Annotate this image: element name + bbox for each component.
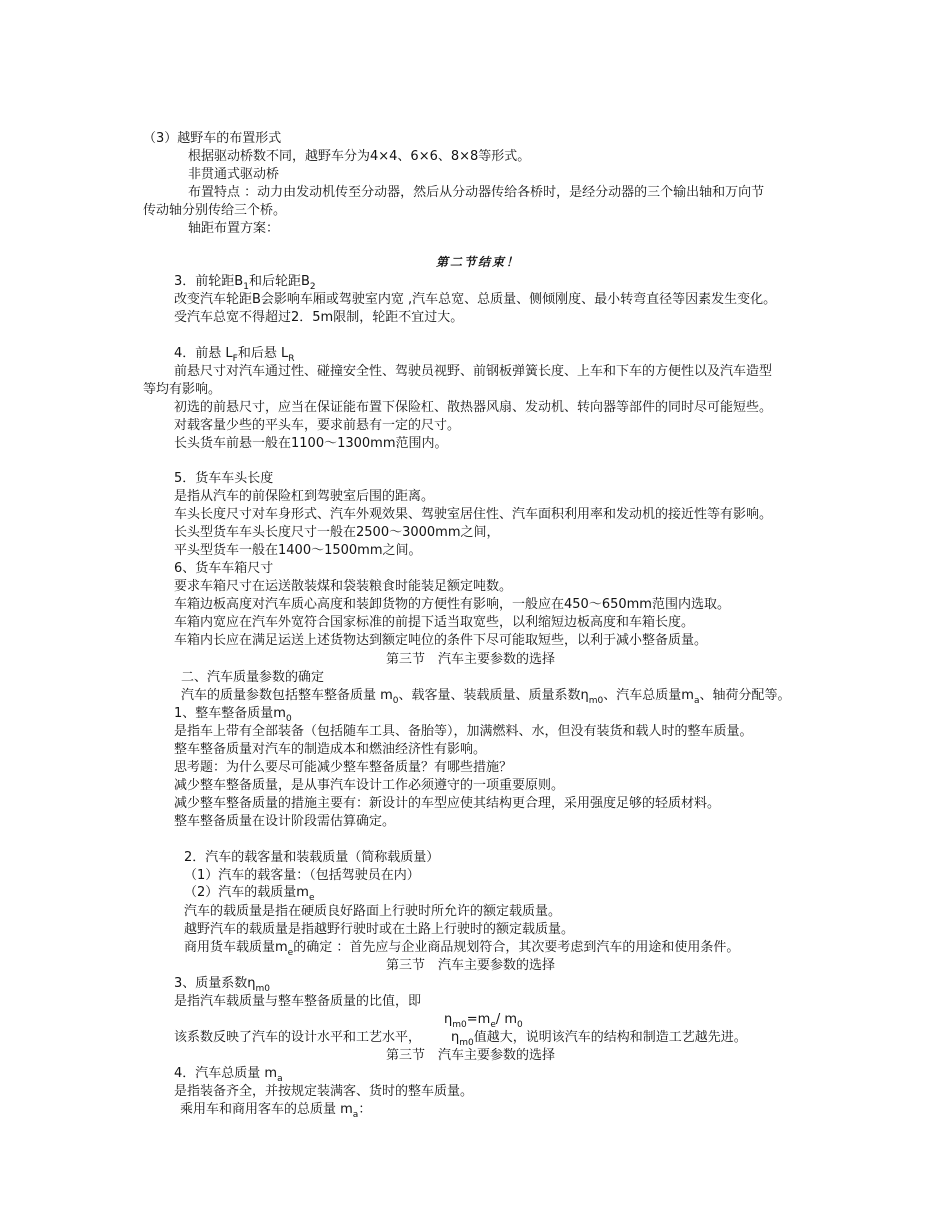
paragraph: 传动轴分别传给三个桥。: [143, 203, 287, 218]
paragraph: 要求车箱尺寸在运送散装煤和袋装粮食时能装足额定吨数。: [174, 579, 513, 594]
paragraph: 对载客量少些的平头车，要求前悬有一定的尺寸。: [174, 418, 461, 433]
section-title: 第三节 汽车主要参数的选择: [386, 1048, 556, 1063]
paragraph: 初选的前悬尺寸，应当在保证能布置下保险杠、散热器风扇、发动机、转向器等部件的同时尽可能短些。: [174, 400, 773, 415]
heading-mass-params: 二、汽车质量参数的确定: [181, 670, 325, 685]
heading-overhang: 4．前悬 $L_F$和后悬 $L_R$: [174, 346, 295, 364]
paragraph: 改变汽车轮距B会影响车厢或驾驶室内宽 ,汽车总宽、总质量、侧倾刚度、最小转弯直径等因素发生变化。: [174, 292, 777, 307]
paragraph: （1）汽车的载客量：（包括驾驶员在内）: [184, 868, 420, 883]
paragraph: 整车整备质量对汽车的制造成本和燃油经济性有影响。: [174, 742, 487, 757]
paragraph: 长头型货车车头长度尺寸一般在2500～3000mm之间，: [174, 525, 500, 540]
paragraph: 整车整备质量在设计阶段需估算确定。: [174, 814, 396, 829]
paragraph: 是指装备齐全，并按规定装满客、货时的整车质量。: [174, 1084, 474, 1099]
paragraph: 平头型货车一般在1400～1500mm之间。: [174, 543, 422, 558]
paragraph: 等均有影响。: [143, 382, 222, 397]
paragraph: 是指车上带有全部装备（包括随车工具、备胎等），加满燃料、水，但没有装货和载人时的整车质量。: [174, 724, 753, 739]
section-title: 第三节 汽车主要参数的选择: [386, 958, 556, 973]
paragraph: 车头长度尺寸对车身形式、汽车外观效果、驾驶室居住性、汽车面积利用率和发动机的接近性等有影响。: [174, 507, 773, 522]
paragraph: 减少整车整备质量，是从事汽车设计工作必须遵守的一项重要原则。: [174, 778, 565, 793]
paragraph: 车箱内宽应在汽车外宽符合国家标准的前提下适当取宽些，以利缩短边板高度和车箱长度。: [174, 615, 695, 630]
paragraph: 布置特点 ：动力由发动机传至分动器，然后从分动器传给各桥时，是经分动器的三个输出轴和万向节: [188, 185, 765, 200]
heading-track-width: 3．前轮距$B_1$和后轮距$B_2$: [174, 274, 316, 292]
paragraph: 车箱边板高度对汽车质心高度和装卸货物的方便性有影响，一般应在450～650mm范围内选取。: [174, 597, 730, 612]
heading-curb-mass: 1、整车整备质量$m_0$: [174, 706, 292, 724]
formula: $\eta_{m0}=m_e/$ $m_0$: [444, 1012, 523, 1030]
heading-mass-coefficient: 3、质量系数$\eta_{m0}$: [174, 976, 271, 994]
paragraph: 车箱内长应在满足运送上述货物达到额定吨位的条件下尽可能取短些，以利于减小整备质量。: [174, 633, 708, 648]
paragraph: 思考题：为什么要尽可能减少整车整备质量？有哪些措施？: [174, 760, 513, 775]
paragraph: 是指汽车载质量与整车整备质量的比值，即: [174, 994, 422, 1009]
paragraph: 商用货车载质量$m_e$的确定 ：首先应与企业商品规划符合，其次要考虑到汽车的用途和使用条件。: [184, 940, 740, 958]
paragraph: 受汽车总宽不得超过2．5m限制，轮距不宜过大。: [174, 310, 464, 325]
paragraph: 汽车的载质量是指在硬质良好路面上行驶时所允许的额定载质量。: [184, 904, 562, 919]
paragraph: 根据驱动桥数不同，越野车分为4×4、6×6、8×8等形式。: [188, 149, 531, 164]
heading-offroad-layout: （3）越野车的布置形式: [143, 131, 282, 146]
paragraph: 该系数反映了汽车的设计水平和工艺水平， $\eta_{m0}$值越大，说明该汽车的结构和制造工艺越先进。: [174, 1030, 747, 1048]
paragraph: 越野汽车的载质量是指越野行驶时或在土路上行驶时的额定载质量。: [184, 922, 575, 937]
paragraph: 长头货车前悬一般在1100～1300mm范围内。: [174, 436, 448, 451]
paragraph: 减少整车整备质量的措施主要有：新设计的车型应使其结构更合理，采用强度足够的轻质材料。: [174, 796, 721, 811]
section-title: 第三节 汽车主要参数的选择: [386, 652, 556, 667]
paragraph: 是指从汽车的前保险杠到驾驶室后围的距离。: [174, 489, 435, 504]
heading-payload: 2．汽车的载客量和装载质量（简称载质量）: [184, 850, 440, 865]
paragraph: 乘用车和商用客车的总质量 $m_a$：: [180, 1102, 372, 1120]
heading-gross-mass: 4．汽车总质量 $m_a$: [174, 1066, 283, 1084]
heading-cab-length: 5．货车车头长度: [174, 471, 274, 486]
paragraph: 汽车的质量参数包括整车整备质量 $m_0$、载客量、装载质量、质量系数$\eta_{m0}$、汽车总质量$m_a$、轴荷分配等。: [181, 688, 791, 706]
paragraph: （2）汽车的载质量$m_e$: [184, 885, 315, 903]
heading-cargo-box: 6、货车车箱尺寸: [174, 561, 274, 576]
section-end-title: 第二节结束！: [436, 255, 521, 269]
paragraph: 前悬尺寸对汽车通过性、碰撞安全性、驾驶员视野、前钢板弹簧长度、上车和下车的方便性以及汽车造型: [174, 364, 773, 379]
paragraph: 非贯通式驱动桥: [188, 167, 280, 182]
paragraph: 轴距布置方案：: [188, 221, 280, 236]
